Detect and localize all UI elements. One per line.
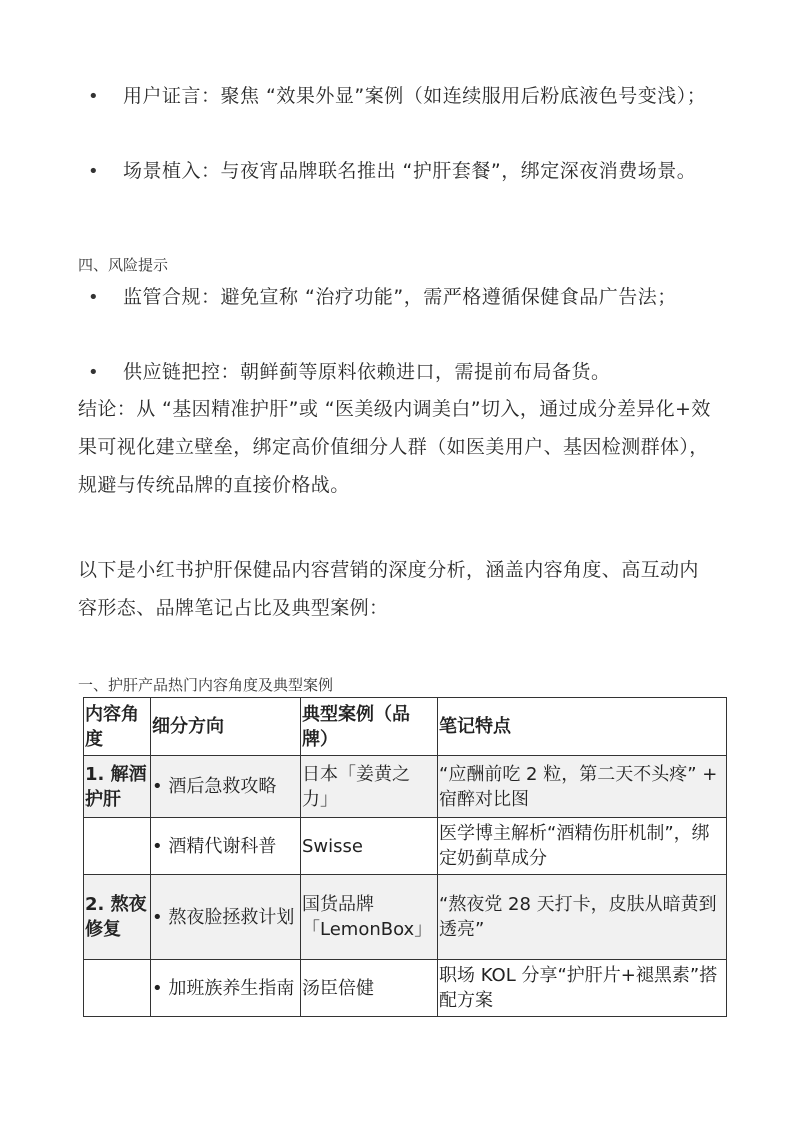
feature-cell: 医学博主解析“酒精伤肝机制”，绑定奶蓟草成分	[438, 818, 727, 875]
category-cell	[84, 818, 151, 875]
bullet-icon: •	[88, 362, 99, 383]
subdirection-cell: • 加班族养生指南	[151, 960, 301, 1017]
category-cell: 1. 解酒护肝	[84, 756, 151, 818]
intro-paragraph: 以下是小红书护肝保健品内容营销的深度分析，涵盖内容角度、高互动内容形态、品牌笔记占比及典型案例：	[78, 559, 699, 619]
bullet-icon: •	[88, 161, 99, 182]
risk-heading: 四、风险提示	[78, 256, 169, 274]
table-section-heading: 一、护肝产品热门内容角度及典型案例	[78, 676, 334, 694]
feature-cell: “应酬前吃 2 粒，第二天不头疼” + 宿醉对比图	[438, 756, 727, 818]
brand-cell: 日本「姜黄之力」	[301, 756, 438, 818]
feature-cell: “熬夜党 28 天打卡，皮肤从暗黄到透亮”	[438, 875, 727, 960]
bullet-text: 监管合规：避免宣称 “治疗功能”，需严格遵循保健食品广告法；	[123, 286, 677, 308]
conclusion-paragraph: 结论：从 “基因精准护肝”或 “医美级内调美白”切入，通过成分差异化+效果可视化建立壁垒，绑定高价值细分人群（如医美用户、基因检测群体），规避与传统品牌的直接价格战。	[78, 398, 711, 496]
bullet-text: 供应链把控：朝鲜蓟等原料依赖进口，需提前布局备货。	[123, 361, 611, 383]
bullet-text: 用户证言：聚焦 “效果外显”案例（如连续服用后粉底液色号变浅）；	[123, 85, 707, 107]
table-header-row	[84, 698, 727, 756]
table-header-cell: 内容角度	[84, 698, 151, 756]
table-header-cell: 细分方向	[151, 698, 301, 756]
brand-cell: 汤臣倍健	[301, 960, 438, 1017]
table-row	[84, 960, 727, 1017]
table-row	[84, 818, 727, 875]
category-cell	[84, 960, 151, 1017]
subdirection-cell: • 酒后急救攻略	[151, 756, 301, 818]
subdirection-cell: • 熬夜脸拯救计划	[151, 875, 301, 960]
bullet-icon: •	[88, 86, 99, 107]
feature-cell: 职场 KOL 分享“护肝片+褪黑素”搭配方案	[438, 960, 727, 1017]
brand-cell: 国货品牌「LemonBox」	[301, 875, 438, 960]
content-angle-table	[83, 697, 727, 1017]
table-header-cell: 笔记特点	[438, 698, 727, 756]
table-header-cell: 典型案例（品牌）	[301, 698, 438, 756]
bullet-icon: •	[88, 287, 99, 308]
table-row	[84, 875, 727, 960]
category-cell: 2. 熬夜修复	[84, 875, 151, 960]
bullet-text: 场景植入：与夜宵品牌联名推出 “护肝套餐”，绑定深夜消费场景。	[123, 160, 697, 182]
subdirection-cell: • 酒精代谢科普	[151, 818, 301, 875]
brand-cell: Swisse	[301, 818, 438, 875]
table-row	[84, 756, 727, 818]
